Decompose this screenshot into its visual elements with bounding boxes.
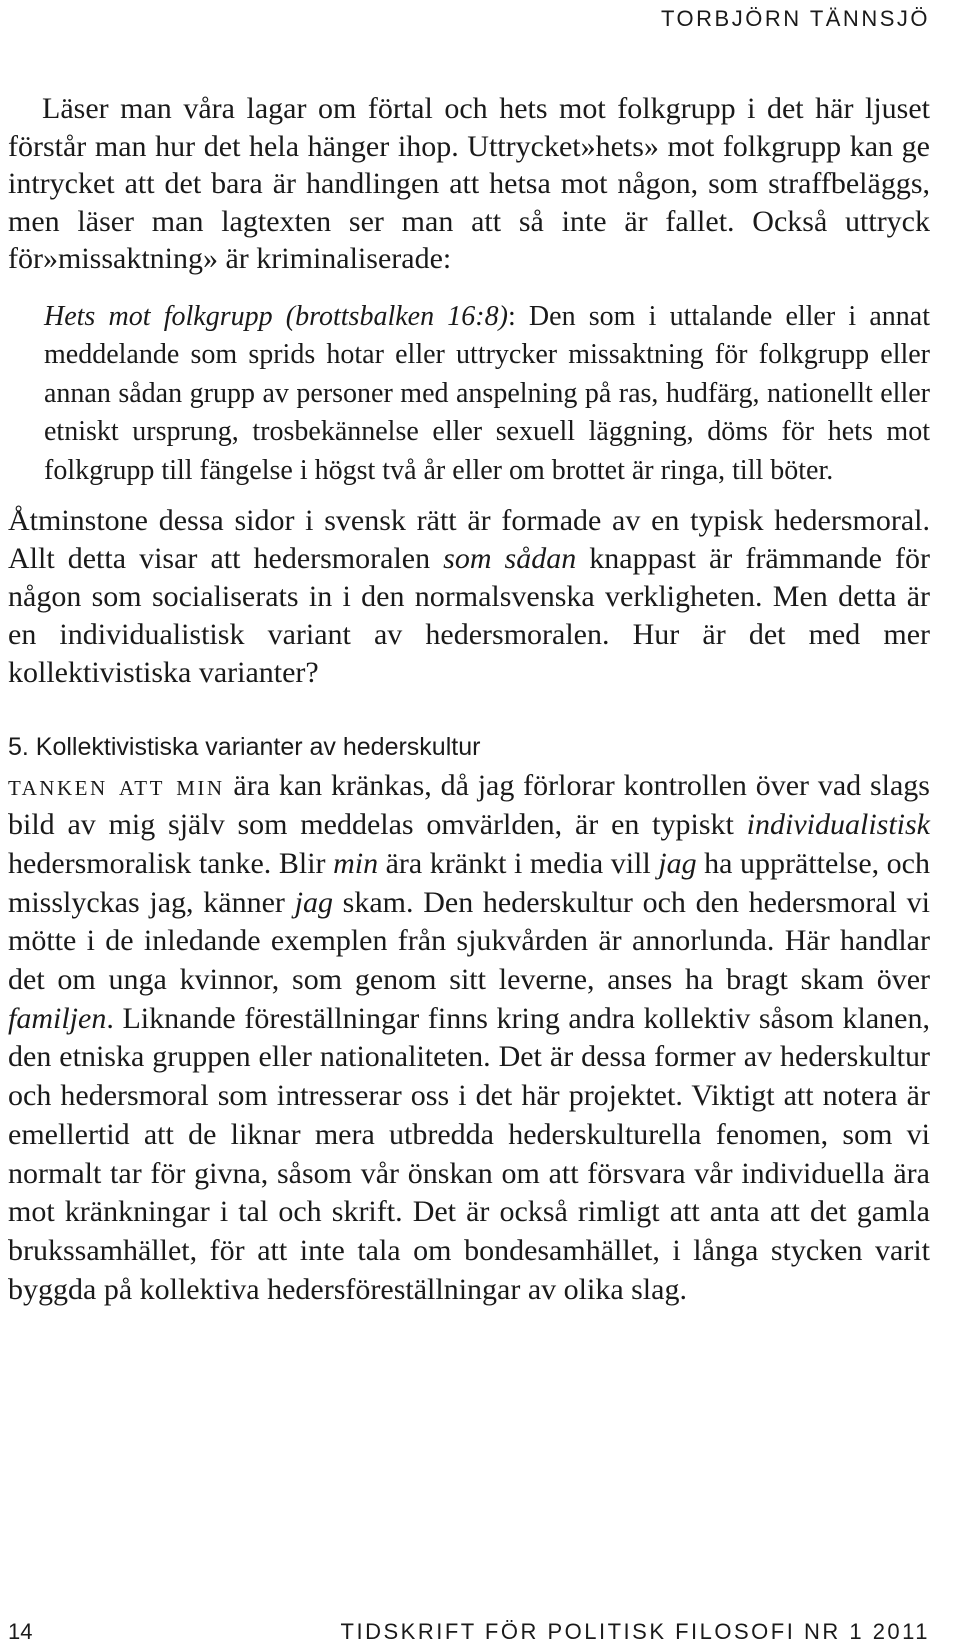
journal-title: TIDSKRIFT FÖR POLITISK FILOSOFI NR 1 2011	[340, 1619, 930, 1644]
paragraph-honour-morality	[8, 502, 930, 692]
section-part-3: ära kränkt i media vill	[378, 846, 659, 880]
paragraph-2-part-1: Åtminstone dessa sidor i svensk rätt är formade av en typisk hedersmoral. Allt detta visar att hedersmoralen	[8, 504, 930, 576]
section-emphasis-3: jag	[658, 846, 697, 880]
law-quote	[44, 298, 930, 491]
intro-text: Läser man våra lagar om förtal och hets mot folkgrupp i det här ljuset förstår man hur det hela hänger ihop. Uttrycket»hets» mot folkgrupp kan ge intrycket att det bara är handlingen att hetsa mot någon, som straffbeläggs, men läser man lagtexten ser man att så inte är fallet.	[8, 92, 930, 238]
section-emphasis-1: individualistisk	[746, 808, 930, 842]
section-part-4: ha upprättelse, och misslyckas jag, känner	[8, 846, 931, 919]
paragraph-2-part-2: knappast är främmande för någon som socialiserats in i den normalsvenska verkligheten. Men detta är en individualistisk variant av hedersmoralen. Hur är det med mer kollektivistiska varianter?	[8, 542, 930, 690]
section-emphasis-4: jag	[294, 885, 333, 919]
section-part-5: skam. Den hederskultur och den hedersmoral vi mötte i de inledande exemplen från sjukvården är annorlunda. Här handlar det om unga kvinnor, som genom sitt leverne, anses ha bragt skam över	[8, 885, 931, 996]
running-head-author: TORBJÖRN TÄNNSJÖ	[661, 6, 930, 31]
intro-text-continuation: Också uttryck för»missaktning» är kriminaliserade:	[8, 204, 931, 275]
section-paragraph	[8, 767, 930, 1309]
paragraph-intro	[8, 90, 930, 278]
page-number: 14	[8, 1619, 33, 1644]
page-body	[8, 90, 930, 1309]
paragraph-2-emphasis: som sådan	[443, 542, 577, 576]
law-quote-title: Hets mot folkgrupp (brottsbalken 16:8)	[44, 300, 508, 332]
law-quote-body: : Den som i uttalande eller i annat meddelande som sprids hotar eller uttrycker missaktning för folkgrupp eller annan sådan grupp av personer med anspelning på ras, hudfärg, nationellt eller etniskt ursprung, trosbekännelse eller sexuell läggning, döms för hets mot folkgrupp till fängelse i högst två år eller om brottet är ringa, till böter.	[44, 300, 930, 486]
section-part-1: ära kan kränkas, då jag förlorar kontrollen över vad slags bild av mig själv som meddelas omvärlden, är en typiskt	[8, 769, 930, 842]
page-footer	[8, 1619, 930, 1645]
section-smallcaps-lead: tanken att min	[8, 769, 225, 803]
section-part-2: hedersmoralisk tanke. Blir	[8, 846, 334, 880]
section-part-6: . Liknande föreställningar finns kring andra kollektiv såsom klanen, den etniska gruppen eller nationaliteten. Det är dessa former av hederskultur och hedersmoral som intresserar oss i det här projektet. Viktigt att notera är emellertid att de liknar mera utbredda hederskulturella fenomen, som vi normalt tar för givna, såsom vår önskan om att försvara vår individuella ära mot kränkningar i tal och skrift. Det är också rimligt att anta att det gamla brukssamhället, för att inte tala om bondesamhället, i långa stycken varit byggda på kollektiva hedersföreställningar av olika slag.	[8, 1001, 930, 1306]
section-emphasis-5: familjen	[8, 1001, 107, 1035]
section-heading: 5. Kollektivistiska varianter av hederskultur	[8, 733, 481, 762]
section-emphasis-2: min	[333, 846, 379, 880]
